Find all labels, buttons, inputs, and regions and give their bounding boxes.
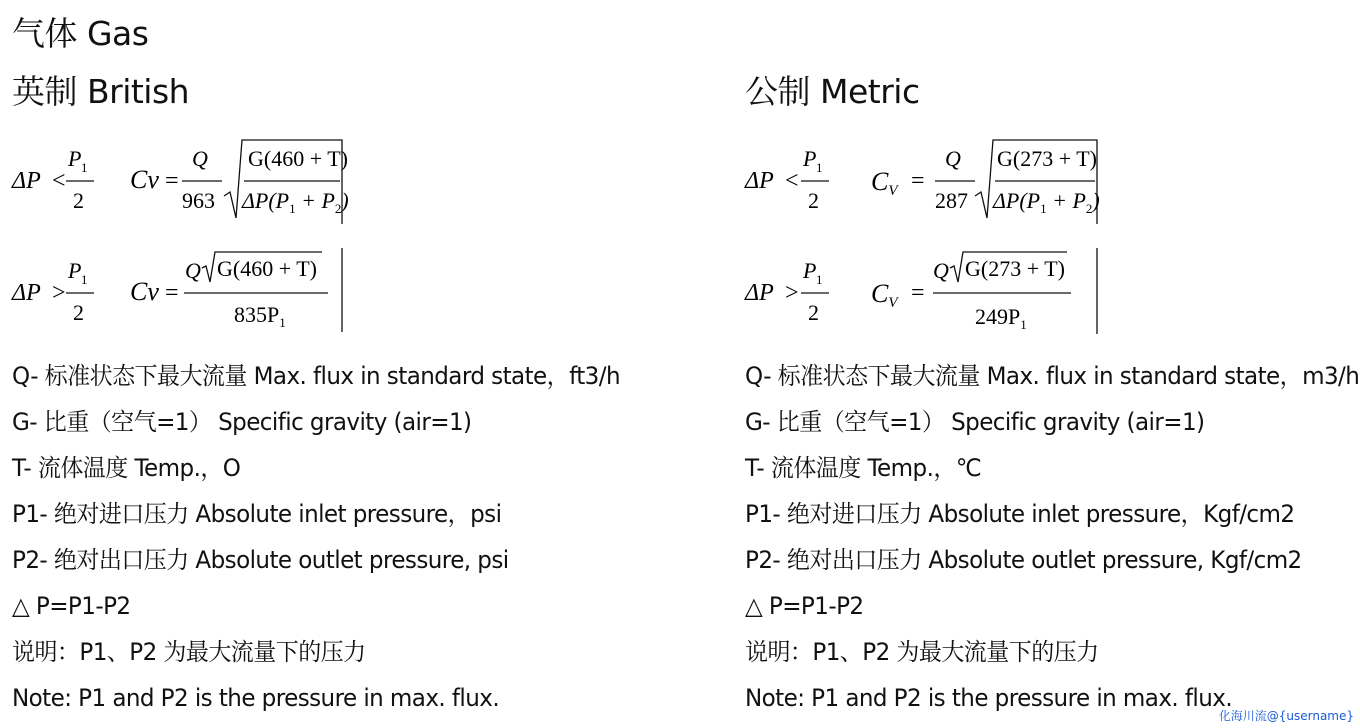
sqrt-denominator-sub1: 1 [289,201,296,216]
sqrt-content: G(460 + T) [217,256,317,281]
flow-constant: 287 [935,188,968,213]
flow-numerator: Q [933,258,949,283]
flow-constant: 963 [182,188,215,213]
condition-denominator: 2 [808,188,819,213]
sqrt-denominator-pre: ΔP(P [242,188,290,213]
british-formula-low-dp [10,136,350,224]
watermark: 化海川流@{username} [1218,709,1354,723]
condition-lhs: ΔP [12,280,41,306]
flow-denominator-sub: 1 [1020,317,1027,332]
condition-numerator: P [803,258,817,283]
sqrt-denominator-pre: ΔP(P [993,188,1041,213]
svg-text:=: = [911,168,925,194]
sqrt-denominator-sub2: 2 [334,201,342,216]
definition-line: T- 流体温度 Temp.，℃ [745,454,982,482]
flow-denominator: 835P [234,302,280,327]
svg-text:249P1 [975,304,1027,332]
definition-line: P1- 绝对进口压力 Absolute inlet pressure，psi [12,500,502,528]
condition-relation: < [785,168,799,194]
cv-subscript: V [888,295,898,311]
sqrt-denominator-sub1: 1 [1040,201,1047,216]
sqrt-content: G(273 + T) [965,256,1065,281]
condition-lhs: ΔP [12,168,41,194]
condition-relation: > [785,280,799,306]
metric-formula-high-dp [743,248,1103,336]
metric-heading: 公制 Metric [745,72,920,111]
flow-denominator: 249P [975,304,1021,329]
cv-symbol: C [871,279,889,308]
condition-lhs: ΔP [745,280,774,306]
sqrt-numerator: G(273 + T) [997,146,1097,171]
definition-line: P2- 绝对出口压力 Absolute outlet pressure, psi [12,546,509,574]
condition-denominator: 2 [808,300,819,325]
definition-line: Q- 标准状态下最大流量 Max. flux in standard state，m3/h [745,362,1360,390]
definition-line: 说明：P1、P2 为最大流量下的压力 [745,638,1099,666]
definition-line: T- 流体温度 Temp.，O [12,454,241,482]
sqrt-numerator: G(460 + T) [248,146,348,171]
metric-formula-low-dp [743,136,1103,224]
definition-line: 说明：P1、P2 为最大流量下的压力 [12,638,366,666]
cv-subscript: V [888,183,898,199]
definition-line: Note: P1 and P2 is the pressure in max. flux. [12,684,500,712]
svg-text:=: = [911,280,925,306]
condition-numerator-sub: 1 [81,160,88,175]
cv-symbol: C [871,167,889,196]
cv-symbol: Cv [130,165,159,194]
svg-text:ΔP(P1 + P2) [992,188,1100,216]
definition-line: Note: P1 and P2 is the pressure in max. flux. [745,684,1233,712]
british-formula-high-dp [10,248,350,334]
condition-numerator: P [803,146,817,171]
svg-text:CV [871,279,899,311]
condition-numerator-sub: 1 [81,272,88,287]
sqrt-denominator-mid: + P [295,188,335,213]
condition-numerator-sub: 1 [816,160,823,175]
sqrt-denominator-sub2: 2 [1085,201,1093,216]
definition-line: P2- 绝对出口压力 Absolute outlet pressure, Kgf/cm2 [745,546,1302,574]
condition-lhs: ΔP [745,168,774,194]
cv-symbol: Cv [130,277,159,306]
svg-text:835P1 [234,302,286,330]
definition-line: G- 比重（空气=1） Specific gravity (air=1) [745,408,1205,436]
condition-numerator: P [68,258,82,283]
flow-denominator-sub: 1 [279,315,286,330]
definition-line: △ P=P1-P2 [12,592,131,620]
flow-numerator: Q [945,146,961,171]
condition-denominator: 2 [73,188,84,213]
metric-column [733,0,1360,728]
definition-line: G- 比重（空气=1） Specific gravity (air=1) [12,408,472,436]
page-title: 气体 Gas [12,14,149,53]
definition-line: Q- 标准状态下最大流量 Max. flux in standard state，ft3/h [12,362,620,390]
flow-numerator: Q [185,258,201,283]
british-definitions [12,356,645,724]
definition-line: P1- 绝对进口压力 Absolute inlet pressure，Kgf/cm2 [745,500,1295,528]
definition-line: △ P=P1-P2 [745,592,864,620]
condition-relation: > [52,280,66,306]
sqrt-denominator-post: ) [1092,188,1100,213]
svg-text:ΔP(P1 + P2) [241,188,349,216]
british-column [0,0,640,728]
condition-denominator: 2 [73,300,84,325]
condition-relation: < [52,168,66,194]
flow-numerator: Q [192,146,208,171]
british-heading: 英制 British [12,72,190,111]
sqrt-denominator-post: ) [341,188,349,213]
metric-definitions [745,356,1360,724]
svg-text:=: = [165,168,179,194]
sqrt-denominator-mid: + P [1046,188,1086,213]
svg-text:=: = [165,280,179,306]
svg-text:CV [871,167,899,199]
condition-numerator-sub: 1 [816,272,823,287]
condition-numerator: P [68,146,82,171]
